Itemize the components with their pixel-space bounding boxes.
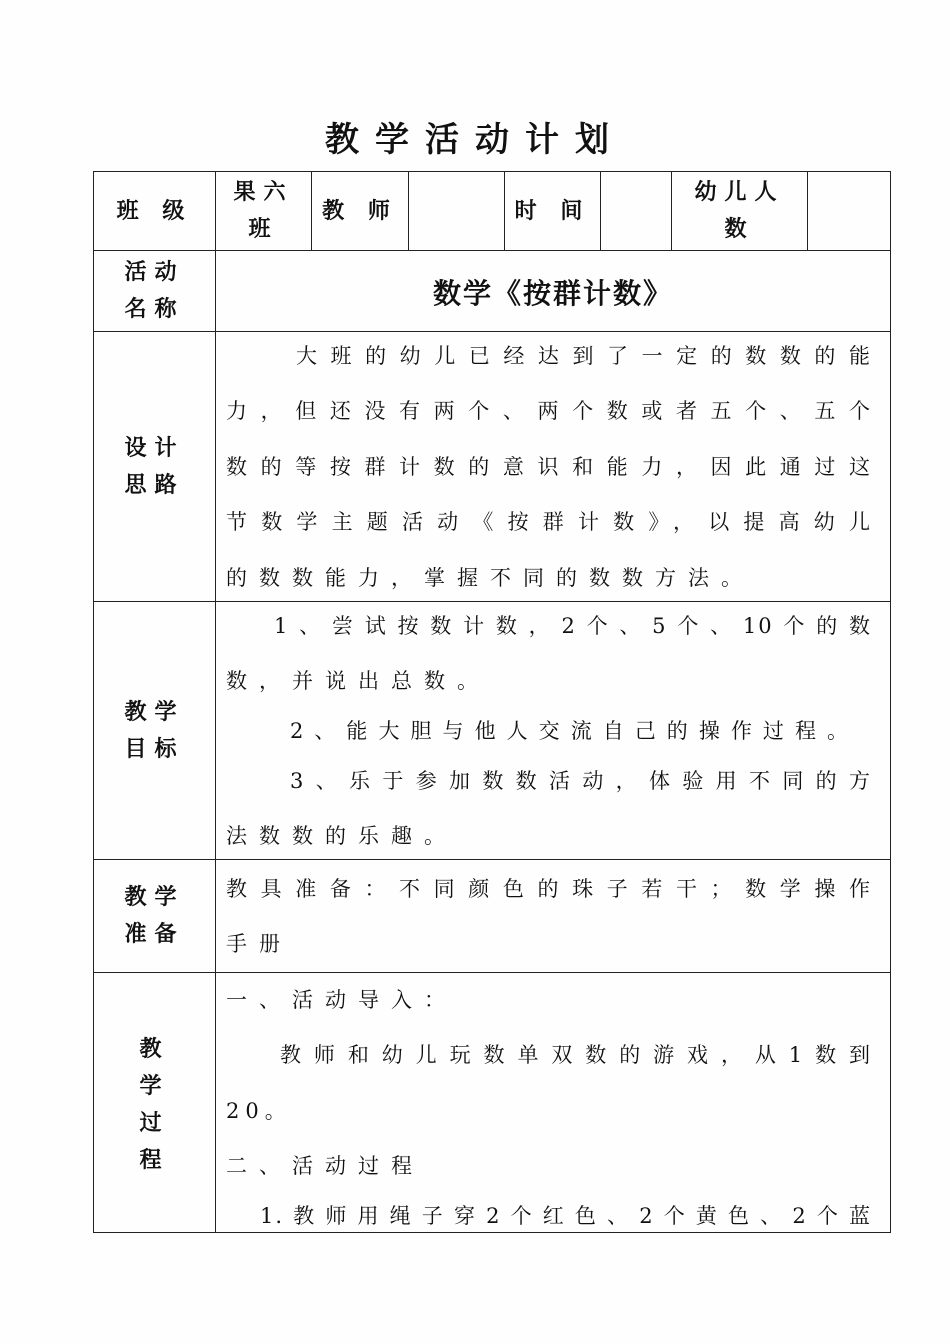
design-label bbox=[94, 332, 215, 601]
design-line-3: 数的等按群计数的意识和能力，因此通过这 bbox=[226, 455, 872, 479]
time-value bbox=[601, 172, 671, 250]
process-label-char-2: 学 bbox=[139, 1074, 170, 1099]
goals-line-2: 数，并说出总数。 bbox=[226, 669, 490, 693]
process-label-char-4: 程 bbox=[139, 1148, 170, 1173]
design-line-4: 节数学主题活动《按群计数》，以提高幼儿 bbox=[226, 510, 872, 534]
activity-label-line2: 名称 bbox=[124, 297, 185, 322]
process-line-4: 二、活动过程 bbox=[226, 1154, 424, 1178]
goals-line-5: 法数数的乐趣。 bbox=[226, 824, 457, 848]
class-label: 班 级 bbox=[116, 198, 193, 224]
goals-line-4: 3、乐于参加数数活动，体验用不同的方 bbox=[290, 769, 872, 793]
teacher-label: 教 师 bbox=[322, 198, 398, 224]
count-value bbox=[808, 172, 890, 250]
page-title: 教学活动计划 bbox=[325, 120, 625, 160]
count-label bbox=[672, 172, 807, 250]
design-line-5: 的数数能力，掌握不同的数数方法。 bbox=[226, 566, 754, 590]
goals-label-line2: 目标 bbox=[124, 736, 185, 762]
design-line-2: 力，但还没有两个、两个数或者五个、五个 bbox=[226, 399, 872, 423]
prep-label-line1: 教学 bbox=[124, 885, 185, 910]
process-label-char-3: 过 bbox=[139, 1111, 170, 1136]
process-line-3: 20。 bbox=[226, 1099, 292, 1123]
activity-label-line1: 活动 bbox=[124, 260, 185, 285]
class-value bbox=[216, 172, 311, 250]
goals-line-1: 1、尝试按数计数，2个、5个、10个的数 bbox=[274, 614, 872, 638]
prep-label-line2: 准备 bbox=[124, 922, 185, 947]
process-line-5: 1.教师用绳子穿2个红色、2个黄色、2个蓝 bbox=[260, 1204, 872, 1228]
teacher-value bbox=[409, 172, 504, 250]
prep-line-2: 手册 bbox=[226, 932, 292, 956]
goals-line-3: 2、能大胆与他人交流自己的操作过程。 bbox=[290, 719, 850, 743]
time-label: 时 间 bbox=[514, 198, 591, 224]
design-line-1: 大班的幼儿已经达到了一定的数数的能 bbox=[296, 344, 872, 368]
goals-label-line1: 教学 bbox=[124, 699, 185, 725]
count-label-line1: 幼儿人 bbox=[694, 180, 785, 205]
class-value-line2: 班 bbox=[248, 217, 279, 242]
goals-label bbox=[94, 602, 215, 859]
design-label-line2: 思路 bbox=[124, 472, 185, 498]
prep-label bbox=[94, 860, 215, 972]
class-value-line1: 果六 bbox=[233, 180, 294, 205]
process-label bbox=[94, 1030, 215, 1180]
process-line-2: 教师和幼儿玩数单双数的游戏，从1数到 bbox=[280, 1043, 872, 1067]
process-label-char-1: 教 bbox=[139, 1037, 170, 1062]
count-label-line2: 数 bbox=[724, 217, 755, 242]
activity-name: 数学《按群计数》 bbox=[432, 277, 673, 310]
design-label-line1: 设计 bbox=[124, 435, 185, 461]
activity-label bbox=[94, 251, 215, 331]
prep-line-1: 教具准备：不同颜色的珠子若干；数学操作 bbox=[226, 877, 872, 901]
process-line-1: 一、活动导入： bbox=[226, 988, 457, 1012]
